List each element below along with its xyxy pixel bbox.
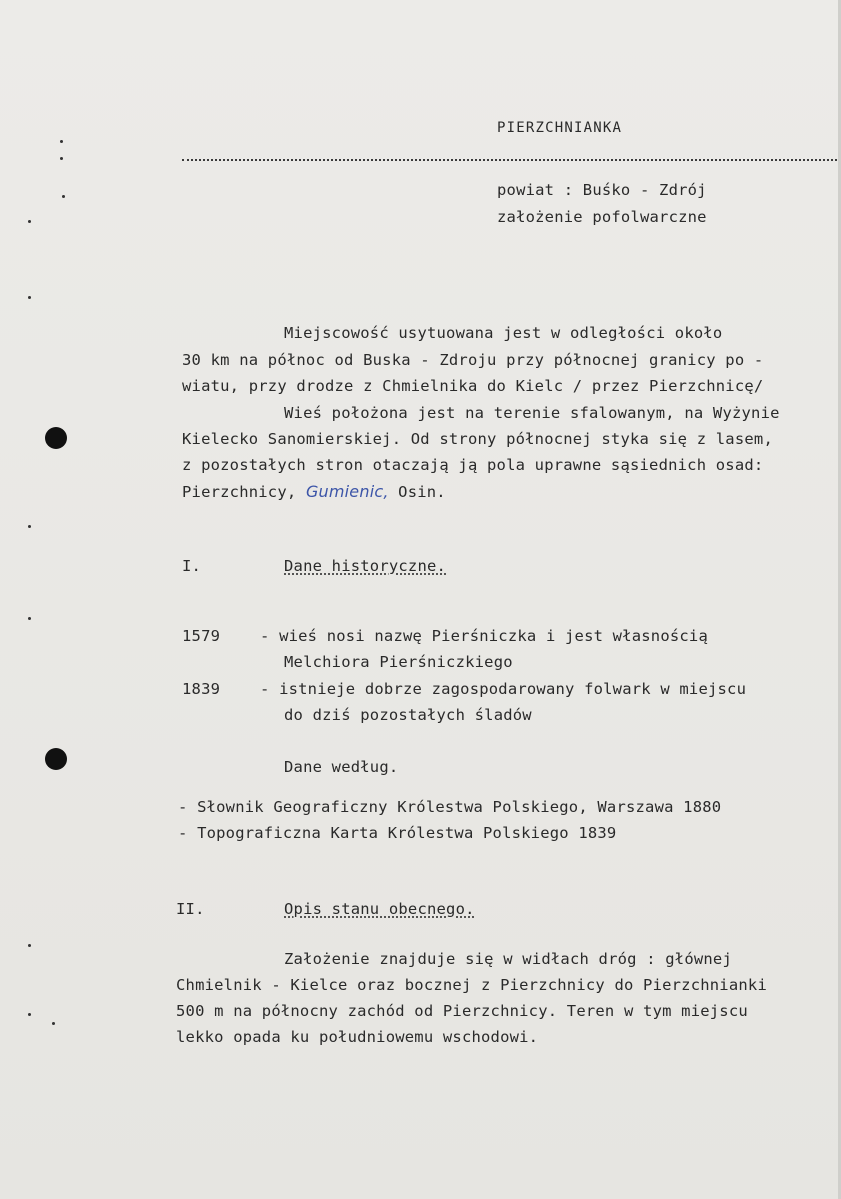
speck [62, 195, 65, 198]
section-1-heading: Dane historyczne. [284, 557, 447, 575]
entry-text: - istnieje dobrze zagospodarowany folwark w miejscu [260, 680, 747, 698]
speck [28, 617, 31, 620]
intro-line-1: Miejscowość usytuowana jest w odległości około [284, 324, 723, 342]
speck [60, 157, 63, 160]
sources-label: Dane według. [284, 758, 399, 776]
meta-type: założenie pofolwarczne [497, 208, 707, 226]
speck [60, 140, 63, 143]
punch-hole-bottom [45, 748, 67, 770]
intro-line-6: z pozostałych stron otaczają ją pola uprawne sąsiednich osad: [182, 456, 764, 474]
handwritten-place: Gumienic, [305, 482, 389, 501]
intro-place-3: Osin. [398, 483, 446, 501]
source-item: - Słownik Geograficzny Królestwa Polskiego, Warszawa 1880 [178, 798, 722, 816]
speck [28, 220, 31, 223]
intro-place-1: Pierzchnicy, [182, 483, 297, 501]
entry-year: 1839 [182, 680, 221, 698]
entry-text: - wieś nosi nazwę Pierśniczka i jest własnością [260, 627, 708, 645]
speck [28, 525, 31, 528]
intro-line-4: Wieś położona jest na terenie sfalowanym, na Wyżynie [284, 404, 780, 422]
document-title: PIERZCHNIANKA [497, 120, 623, 136]
entry-text-cont: Melchiora Pierśniczkiego [284, 653, 513, 671]
intro-line-3: wiatu, przy drodze z Chmielnika do Kielc / przez Pierzchnicę/ [182, 377, 764, 395]
entry-year: 1579 [182, 627, 221, 645]
section-2-line-2: Chmielnik - Kielce oraz bocznej z Pierzchnicy do Pierzchnianki [176, 976, 767, 994]
title-rule [182, 159, 837, 161]
punch-hole-top [45, 427, 67, 449]
speck [28, 944, 31, 947]
entry-text-cont: do dziś pozostałych śladów [284, 706, 532, 724]
intro-line-7 [182, 482, 446, 501]
section-2-heading: Opis stanu obecnego. [284, 900, 475, 918]
speck [28, 1013, 31, 1016]
meta-county: powiat : Buśko - Zdrój [497, 181, 707, 199]
intro-line-5: Kielecko Sanomierskiej. Od strony północnej styka się z lasem, [182, 430, 773, 448]
section-2-line-4: lekko opada ku południowemu wschodowi. [176, 1028, 539, 1046]
speck [52, 1022, 55, 1025]
source-item: - Topograficzna Karta Królestwa Polskiego 1839 [178, 824, 617, 842]
intro-line-2: 30 km na północ od Buska - Zdroju przy północnej granicy po - [182, 351, 764, 369]
section-2-number: II. [176, 900, 205, 918]
section-2-line-1: Założenie znajduje się w widłach dróg : głównej [284, 950, 732, 968]
section-2-line-3: 500 m na północny zachód od Pierzchnicy. Teren w tym miejscu [176, 1002, 748, 1020]
speck [28, 296, 31, 299]
section-1-number: I. [182, 557, 202, 575]
